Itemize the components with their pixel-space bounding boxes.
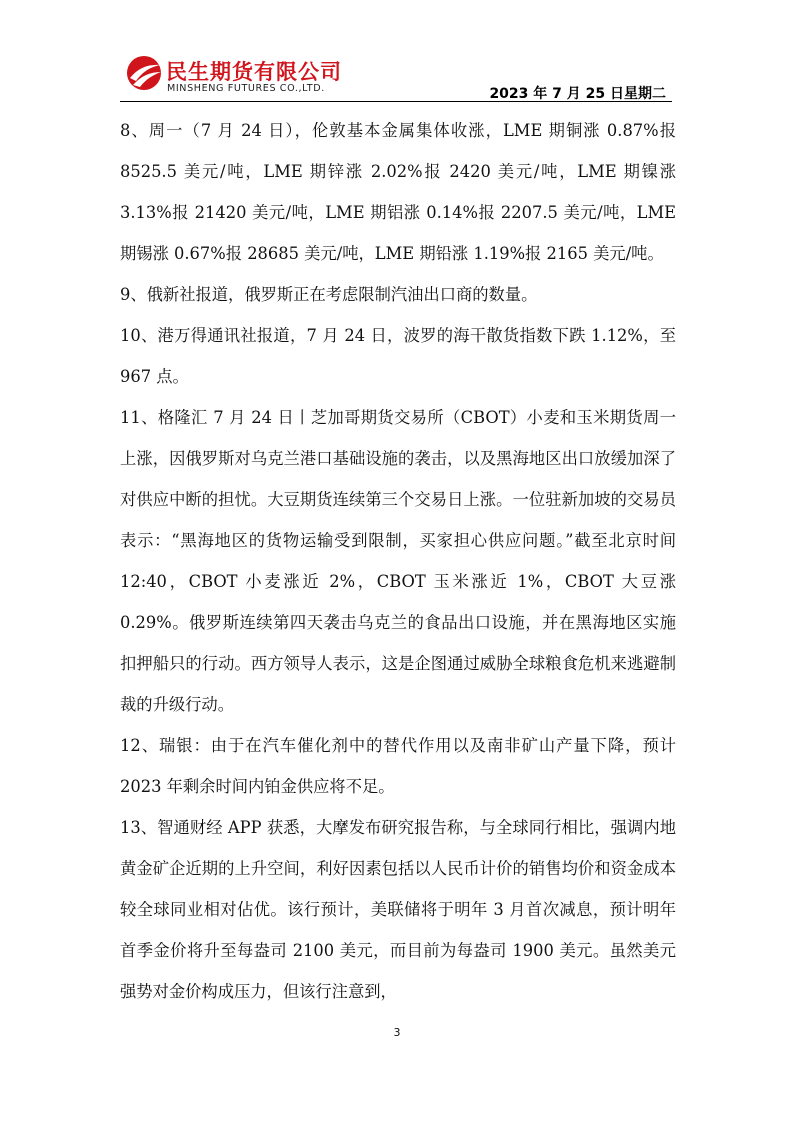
minsheng-logo-icon [124, 54, 164, 92]
news-item: 13、智通财经 APP 获悉，大摩发布研究报告称，与全球同行相比，强调内地黄金矿企近期的上升空间，利好因素包括以人民币计价的销售均价和资金成本较全球同业相对佔优。该行预计，美联储将于明年 3 月首次减息，预计明年首季金价将升至每盎司 2100 美元，而目前为每盎司 1900 美元。虽然美元强势对金价构成压力，但该行注意到， [120, 818, 676, 1001]
logo-chinese-name: 民生期货有限公司 [166, 60, 342, 84]
news-item: 10、港万得通讯社报道，7 月 24 日，波罗的海干散货指数下跌 1.12%，至 967 点。 [120, 326, 676, 386]
page-number: 3 [393, 1026, 401, 1039]
company-logo [120, 52, 370, 98]
logo-english-name: MINSHENG FUTURES CO.,LTD. [167, 83, 325, 94]
news-item: 9、俄新社报道，俄罗斯正在考虑限制汽油出口商的数量。 [120, 285, 538, 304]
news-item: 11、格隆汇 7 月 24 日丨芝加哥期货交易所（CBOT）小麦和玉米期货周一上涨，因俄罗斯对乌克兰港口基础设施的袭击，以及黑海地区出口放缓加深了对供应中断的担忧。大豆期货连续第三个交易日上涨。一位驻新加坡的交易员表示：“黑海地区的货物运输受到限制，买家担心供应问题。”截至北京时间 12:40，CBOT 小麦涨近 2%，CBOT 玉米涨近 1%，CBOT 大豆涨 0.29%。俄罗斯连续第四天袭击乌克兰的食品出口设施，并在黑海地区实施扣押船只的行动。西方领导人表示，这是企图通过威胁全球粮食危机来逃避制裁的升级行动。 [120, 408, 676, 714]
report-date: 2023 年 7 月 25 日星期二 [489, 86, 666, 102]
news-content [120, 110, 676, 1012]
news-item: 8、周一（7 月 24 日），伦敦基本金属集体收涨，LME 期铜涨 0.87%报 8525.5 美元/吨，LME 期锌涨 2.02%报 2420 美元/吨，LME 期镍涨 3.13%报 21420 美元/吨，LME 期铝涨 0.14%报 2207.5 美元/吨，LME 期锡涨 0.67%报 28685 美元/吨，LME 期铅涨 1.19%报 2165 美元/吨。 [120, 121, 676, 263]
news-item: 12、瑞银：由于在汽车催化剂中的替代作用以及南非矿山产量下降，预计 2023 年剩余时间内铂金供应将不足。 [120, 736, 676, 796]
page-header [120, 52, 672, 104]
header-rule [120, 101, 672, 102]
